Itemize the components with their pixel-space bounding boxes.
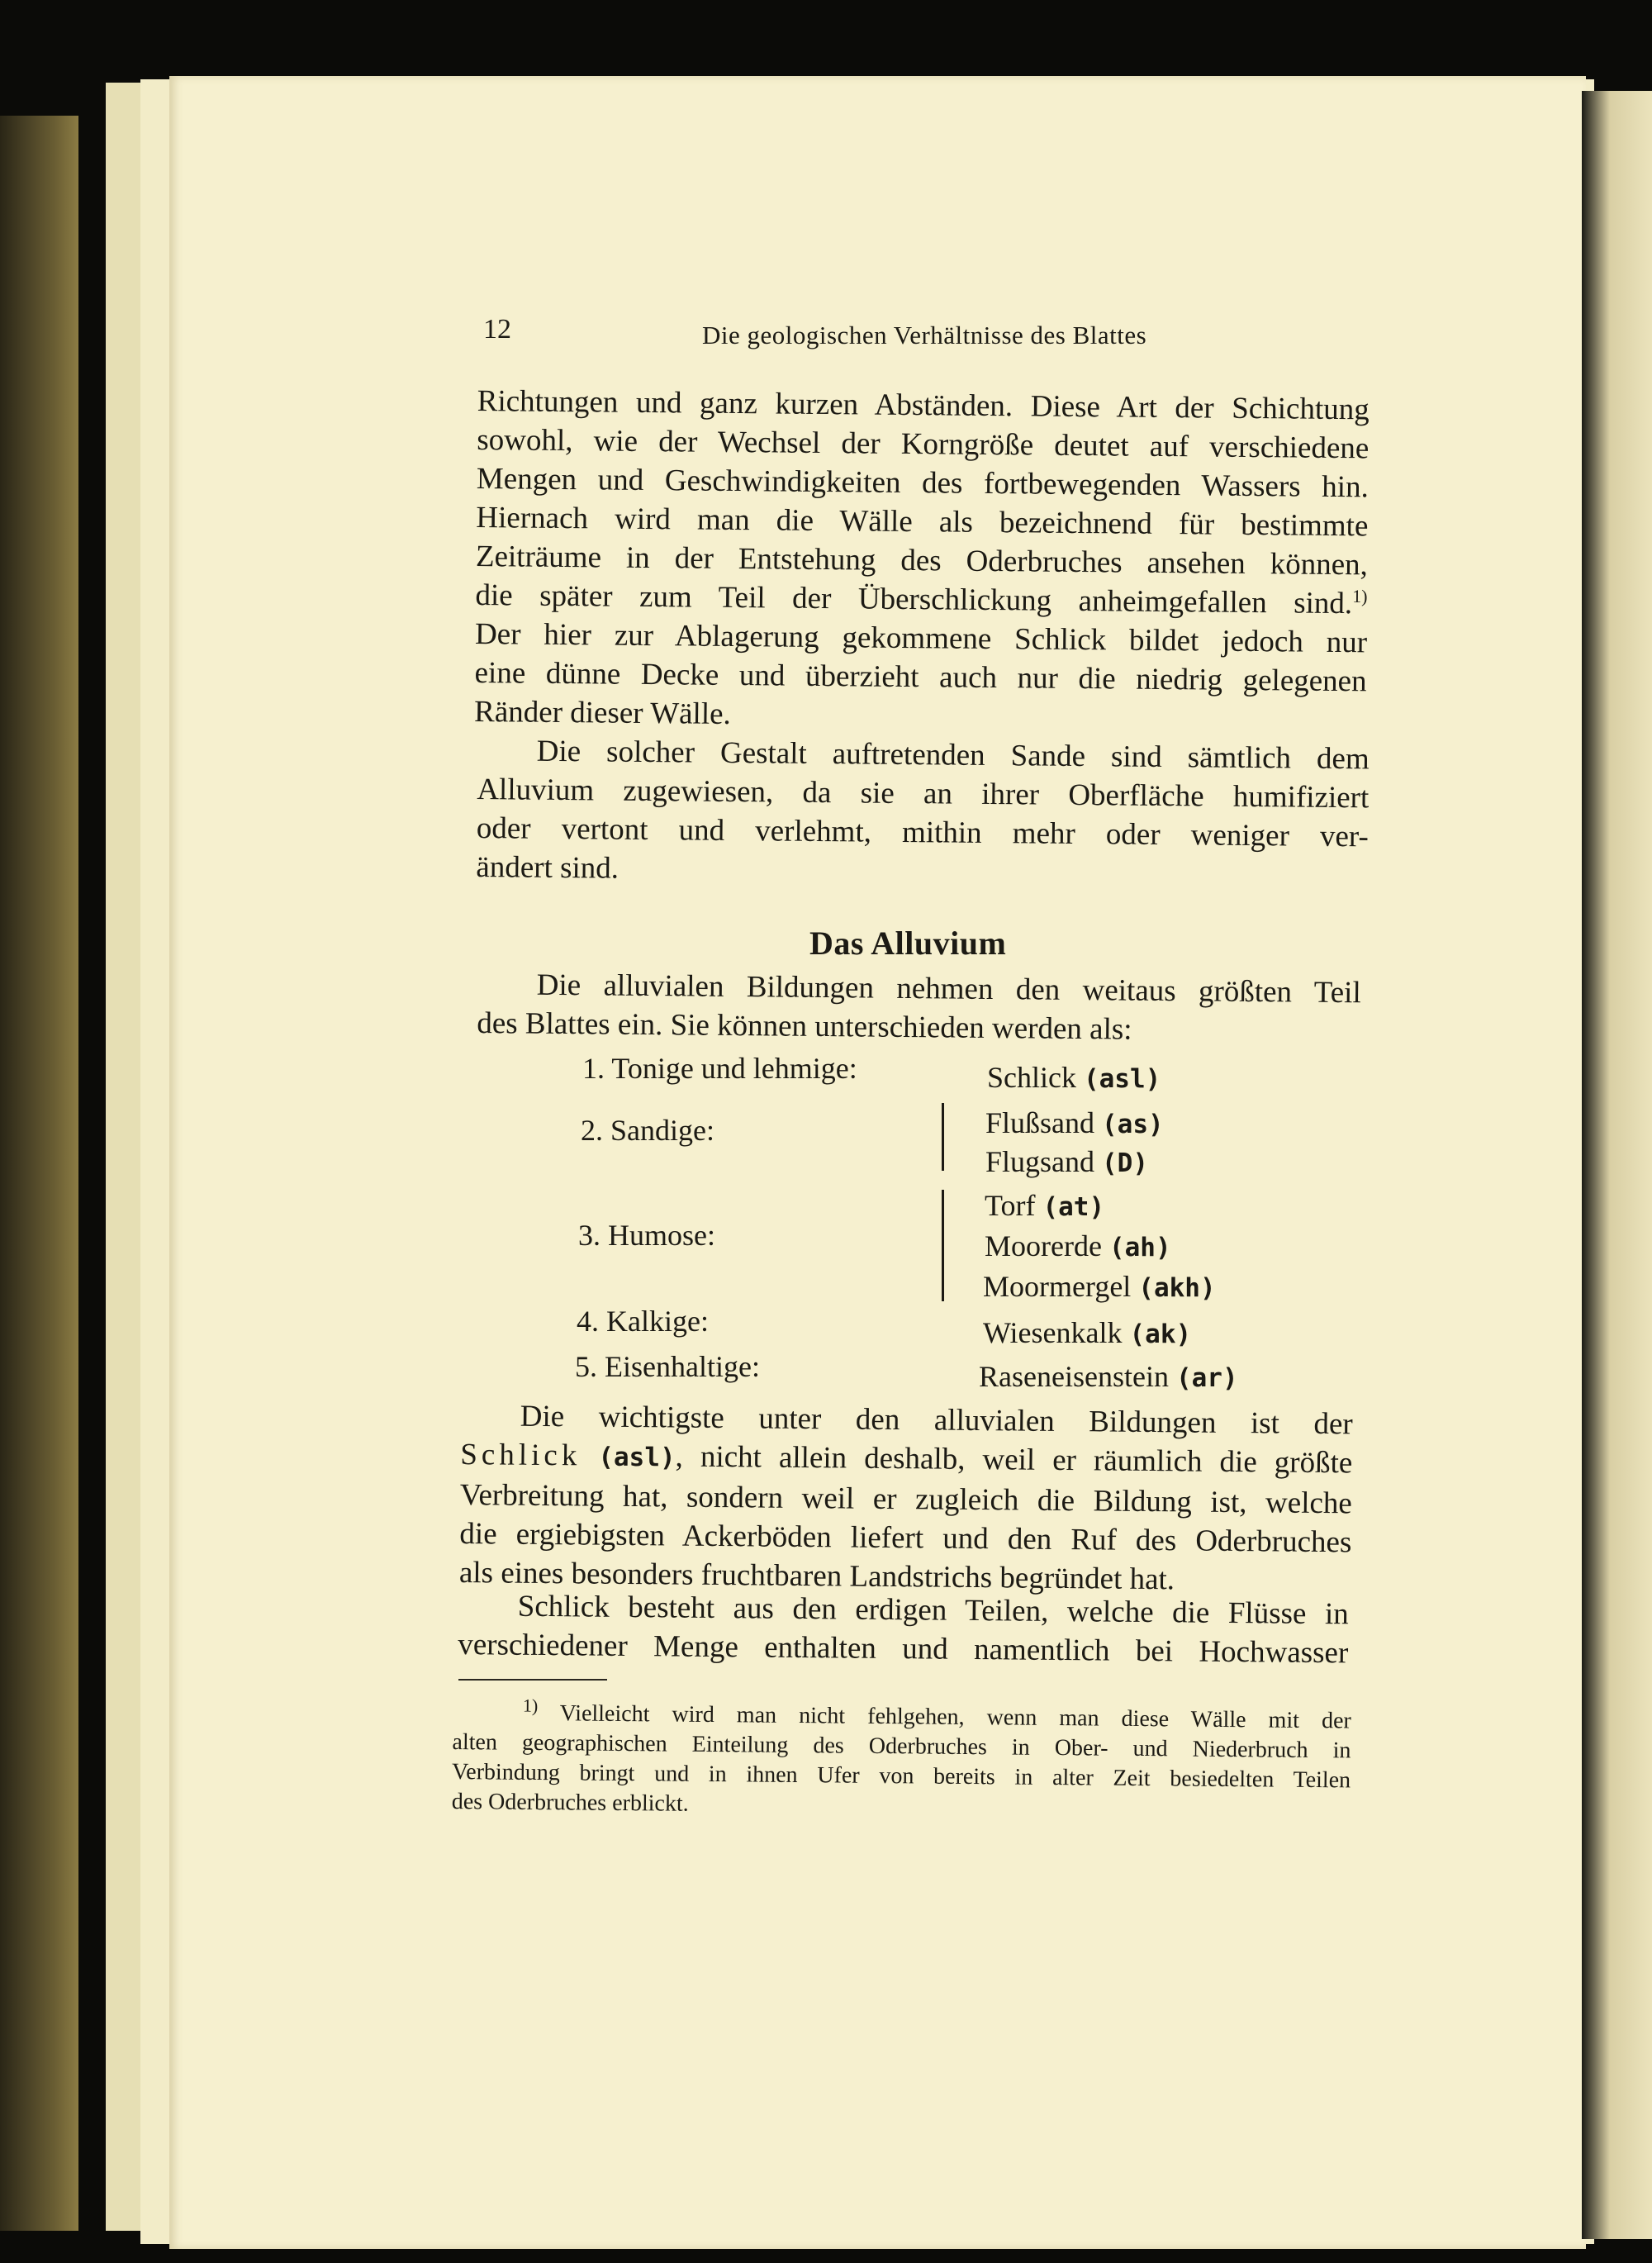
text-line: die ergiebigsten Ackerböden liefert und den Ruf des Oderbruches — [459, 1516, 1352, 1560]
class-item — [987, 1060, 1161, 1095]
brace — [942, 1103, 944, 1171]
text-line: Alluvium zugewiesen, da sie an ihrer Oberfläche humifiziert — [477, 772, 1370, 815]
text-line: Die solcher Gestalt auftretenden Sande sind sämtlich dem — [536, 734, 1370, 777]
class-item — [985, 1144, 1148, 1179]
class-item-code: (ah) — [1108, 1233, 1171, 1262]
class-item — [985, 1188, 1104, 1223]
text-line: ändert sind. — [476, 849, 620, 886]
class-label: 1. Tonige und lehmige: — [582, 1052, 857, 1085]
footnote-reference: 1) — [1352, 585, 1368, 607]
text-line: Mengen und Geschwindigkeiten des fortbewegenden Wassers hin. — [476, 461, 1370, 505]
text-line: als eines besonders fruchtbaren Landstrichs begründet hat. — [458, 1555, 1175, 1597]
class-item-code: (at) — [1042, 1192, 1105, 1222]
text-line: Die alluvialen Bildungen nehmen den weitaus größten Teil — [536, 967, 1361, 1010]
paragraph-3 — [477, 965, 1361, 1051]
class-item — [985, 1229, 1171, 1263]
text-line: Richtungen und ganz kurzen Abständen. Diese Art der Schichtung — [477, 383, 1370, 427]
class-item-code: (as) — [1102, 1110, 1164, 1139]
class-item-name: Moormergel — [983, 1270, 1132, 1303]
text-line: oder vertont und verlehmt, mithin mehr oder weniger ver- — [476, 811, 1370, 854]
text-line-content: , nicht allein deshalb, weil er räumlich die größte — [675, 1439, 1353, 1481]
footnote-line: alten geographischen Einteilung des Oderbruches in Ober- und Niederbruch in — [452, 1728, 1351, 1764]
footnote — [451, 1695, 1351, 1825]
footnote-text: Vielleicht wird man nicht fehlgehen, wenn man diese Wälle mit der — [559, 1700, 1351, 1734]
class-item-code: (D) — [1102, 1148, 1149, 1178]
term-code: (asl) — [598, 1442, 676, 1473]
footnote-marker: 1) — [522, 1695, 539, 1716]
class-label: 5. Eisenhaltige: — [575, 1350, 760, 1383]
class-item-name: Schlick — [987, 1061, 1076, 1094]
book-edge-left — [0, 116, 78, 2231]
next-page-edge — [1582, 91, 1652, 2239]
text-line: verschiedener Menge enthalten und namentlich bei Hochwasser — [458, 1627, 1349, 1671]
class-item-name: Raseneisenstein — [979, 1360, 1169, 1393]
class-item — [983, 1315, 1191, 1350]
footnote-rule — [458, 1679, 607, 1681]
text-line: Ränder dieser Wälle. — [473, 694, 731, 731]
text-line: Verbreitung hat, sondern weil er zugleich die Bildung ist, welche — [459, 1477, 1352, 1521]
page-header — [483, 314, 1309, 355]
class-item-name: Flußsand — [985, 1106, 1095, 1139]
text-line: Hiernach wird man die Wälle als bezeichnend für bestimmte — [476, 500, 1369, 544]
class-item-name: Torf — [985, 1189, 1036, 1222]
class-label: 4. Kalkige: — [577, 1305, 709, 1338]
class-label: 2. Sandige: — [581, 1114, 714, 1147]
class-item — [979, 1359, 1238, 1394]
class-item-name: Wiesenkalk — [983, 1316, 1123, 1349]
class-item — [983, 1269, 1216, 1304]
text-line: des Blattes ein. Sie können unterschieden werden als: — [477, 1006, 1132, 1047]
footnote-line: des Oderbruches erblickt. — [451, 1788, 689, 1817]
class-item-code: (ak) — [1129, 1319, 1192, 1349]
paragraph-1 — [474, 382, 1370, 739]
running-title: Die geologischen Verhältnisse des Blattes — [702, 321, 1147, 349]
text-line-content: die später zum Teil der Überschlickung anheimgefallen sind. — [475, 578, 1353, 621]
paragraph-5 — [458, 1586, 1349, 1672]
text-line: eine dünne Decke und überzieht auch nur die niedrig gelegenen — [474, 655, 1367, 699]
section-heading: Das Alluvium — [809, 925, 1007, 962]
text-line: Die wichtigste unter den alluvialen Bildungen ist der — [520, 1399, 1353, 1442]
paragraph-4 — [459, 1396, 1353, 1600]
class-item — [985, 1105, 1164, 1140]
class-item-code: (asl) — [1083, 1064, 1161, 1094]
class-item-code: (ar) — [1175, 1363, 1238, 1393]
text-line: sowohl, wie der Wechsel der Korngröße deutet auf verschiedene — [477, 422, 1370, 466]
text-line: Zeiträume in der Entstehung des Oderbruches ansehen können, — [475, 539, 1369, 582]
class-label: 3. Humose: — [578, 1219, 715, 1252]
paragraph-2 — [476, 731, 1370, 895]
class-item-name: Moorerde — [985, 1229, 1102, 1262]
footnote-line: Verbindung bringt und in ihnen Ufer von bereits in alter Zeit besiedelten Teilen — [451, 1758, 1351, 1794]
class-item-code: (akh) — [1138, 1273, 1216, 1303]
brace — [942, 1190, 944, 1301]
text-line: Schlick besteht aus den erdigen Teilen, welche die Flüsse in — [517, 1589, 1349, 1632]
class-item-name: Flugsand — [985, 1145, 1095, 1178]
emphasized-term: Schlick — [460, 1437, 582, 1473]
page-number: 12 — [483, 314, 511, 345]
text-line: Der hier zur Ablagerung gekommene Schlick bildet jedoch nur — [474, 616, 1368, 660]
